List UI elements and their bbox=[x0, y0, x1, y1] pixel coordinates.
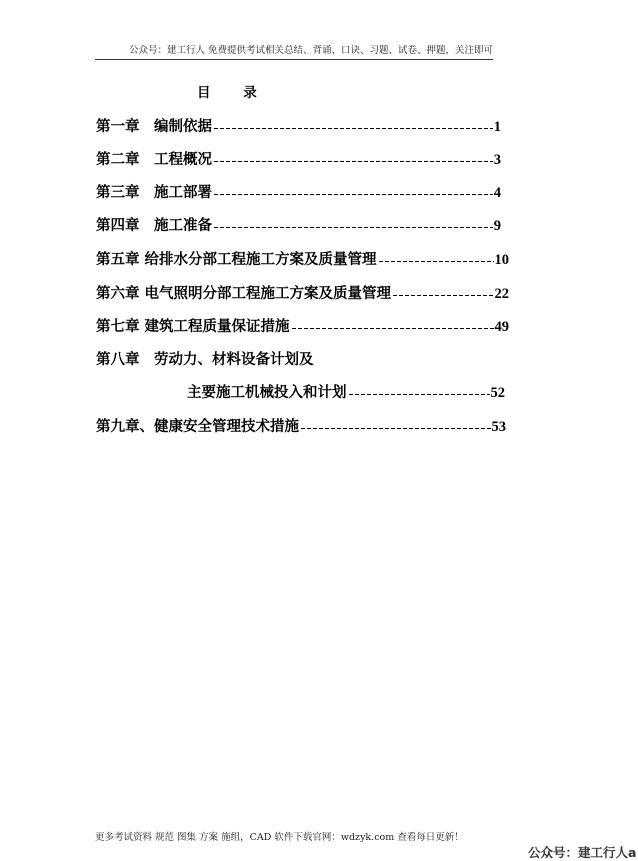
toc-entry-label: 第八章 劳动力、材料设备计划及 bbox=[96, 351, 314, 368]
toc-entry-chapter-8-continuation bbox=[187, 383, 505, 403]
toc-entry-label: 第五章 给排水分部工程施工方案及质量管理 bbox=[96, 251, 377, 268]
toc-entry-chapter-4 bbox=[96, 216, 501, 236]
toc-entry-page-number: 3 bbox=[493, 152, 501, 168]
toc-entry-page-number: 22 bbox=[494, 286, 509, 302]
toc-dot-leader bbox=[214, 128, 493, 129]
toc-entry-page-number: 53 bbox=[491, 419, 506, 435]
toc-title: 目 录 bbox=[197, 85, 257, 101]
toc-entry-chapter-9 bbox=[96, 417, 506, 437]
toc-dot-leader bbox=[393, 295, 493, 296]
toc-entry-continuation-label: 主要施工机械投入和计划 bbox=[187, 384, 347, 401]
toc-entry-label: 第三章 施工部署 bbox=[96, 184, 212, 201]
toc-entry-chapter-2 bbox=[96, 150, 501, 170]
toc-entry-label: 第七章 建筑工程质量保证措施 bbox=[96, 318, 290, 335]
toc-entry-chapter-1 bbox=[96, 117, 501, 137]
page-footer-text: 更多考试资料 规范 图集 方案 施组，CAD 软件下载官网：wdzyk.com 查看每日更新！ bbox=[95, 832, 464, 843]
toc-entry-page-number: 1 bbox=[493, 119, 501, 135]
toc-entry-page-number: 52 bbox=[490, 385, 505, 401]
toc-entry-chapter-8 bbox=[96, 350, 501, 370]
toc-entry-label: 第四章 施工准备 bbox=[96, 217, 212, 234]
page-header-text: 公众号：建工行人 免费提供考试相关总结、背诵、口诀、习题、试卷、押题，关注即可 bbox=[128, 45, 493, 56]
toc-entry-page-number: 10 bbox=[494, 252, 509, 268]
toc-entry-chapter-3 bbox=[96, 183, 501, 203]
toc-dot-leader bbox=[214, 227, 493, 228]
toc-entry-label: 第六章 电气照明分部工程施工方案及质量管理 bbox=[96, 285, 392, 302]
toc-entry-label: 第二章 工程概况 bbox=[96, 151, 212, 168]
toc-dot-leader bbox=[349, 394, 490, 395]
toc-entry-chapter-7 bbox=[96, 317, 509, 337]
toc-entry-label: 第一章 编制依据 bbox=[96, 118, 212, 135]
toc-dot-leader bbox=[214, 161, 493, 162]
toc-entry-chapter-5 bbox=[96, 250, 509, 270]
toc-dot-leader bbox=[301, 428, 491, 429]
header-divider bbox=[95, 59, 493, 60]
toc-dot-leader bbox=[292, 328, 494, 329]
toc-entry-chapter-6 bbox=[96, 284, 509, 304]
toc-dot-leader bbox=[379, 261, 494, 262]
toc-entry-label: 第九章、健康安全管理技术措施 bbox=[96, 418, 299, 435]
toc-entry-page-number: 49 bbox=[494, 319, 509, 335]
toc-entry-page-number: 9 bbox=[493, 218, 501, 234]
toc-dot-leader bbox=[214, 194, 493, 195]
watermark-text: 公众号：建工行人a bbox=[528, 845, 637, 860]
toc-entry-page-number: 4 bbox=[493, 185, 501, 201]
